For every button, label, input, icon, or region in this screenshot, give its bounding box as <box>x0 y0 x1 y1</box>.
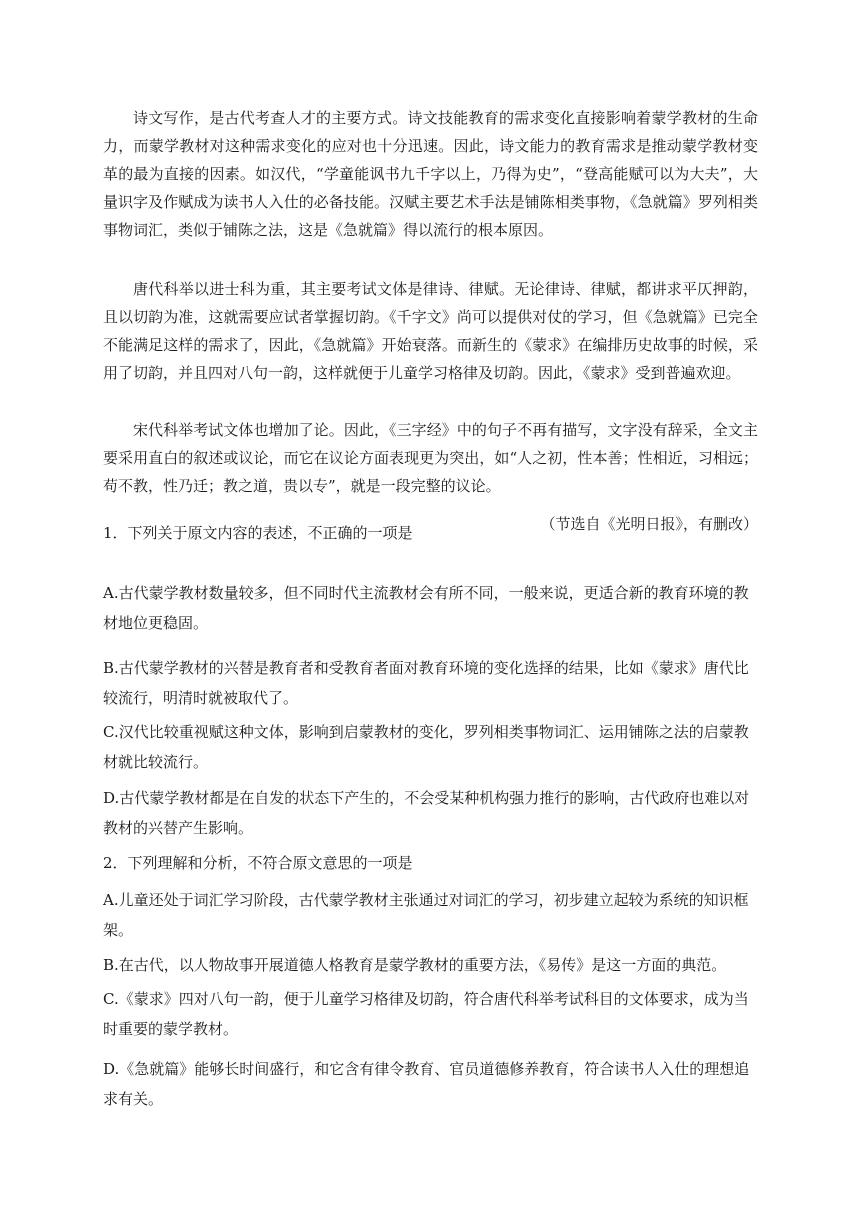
passage-paragraph-3: 宋代科举考试文体也增加了论。因此，《三字经》中的句子不再有描写，文字没有辞采，全文主要采用直白的叙述或议论，而它在议论方面表现更为突出，如“人之初，性本善；性相近，习相远；苟不教，性乃迁；教之道，贵以专”，就是一段完整的议论。 <box>103 421 758 495</box>
passage-paragraph-2: 唐代科举以进士科为重，其主要考试文体是律诗、律赋。无论律诗、律赋，都讲求平仄押韵，且以切韵为准，这就需要应试者掌握切韵。《千字文》尚可以提供对仗的学习，但《急就篇》已完全不能满足这样的需求了，因此，《急就篇》开始衰落。而新生的《蒙求》在编排历史故事的时候，采用了切韵，并且四对八句一韵，这样就便于儿童学习格律及切韵。因此，《蒙求》受到普遍欢迎。 <box>103 280 758 382</box>
question-1-option-b: B.古代蒙学教材的兴替是教育者和受教育者面对教育环境的变化选择的结果，比如《蒙求》唐代比较流行，明清时就被取代了。 <box>103 659 749 707</box>
question-2-option-d: D.《急就篇》能够长时间盛行，和它含有律令教育、官员道德修养教育，符合读书人入仕的理想追求有关。 <box>103 1060 750 1108</box>
question-1-stem: 1．下列关于原文内容的表述，不正确的一项是 <box>103 524 413 542</box>
passage-paragraph-1: 诗文写作，是古代考查人才的主要方式。诗文技能教育的需求变化直接影响着蒙学教材的生命力，而蒙学教材对这种需求变化的应对也十分迅速。因此，诗文能力的教育需求是推动蒙学教材变革的最为直接的因素。如汉代，“学童能讽书九千字以上，乃得为史”，“登高能赋可以为大夫”，大量识字及作赋成为读书人入仕的必备技能。汉赋主要艺术手法是铺陈相类事物，《急就篇》罗列相类事物词汇，类似于铺陈之法，这是《急就篇》得以流行的根本原因。 <box>103 109 758 239</box>
question-2-stem: 2．下列理解和分析，不符合原文意思的一项是 <box>103 854 413 872</box>
question-1-option-c: C.汉代比较重视赋这种文体，影响到启蒙教材的变化，罗列相类事物词汇、运用铺陈之法的启蒙教材就比较流行。 <box>103 723 749 771</box>
question-2-option-b: B.在古代，以人物故事开展道德人格教育是蒙学教材的重要方法，《易传》是这一方面的典范。 <box>103 956 727 974</box>
question-1-option-d: D.古代蒙学教材都是在自发的状态下产生的，不会受某种机构强力推行的影响，古代政府也难以对教材的兴替产生影响。 <box>103 789 750 837</box>
question-1-option-a: A.古代蒙学教材数量较多，但不同时代主流教材会有所不同，一般来说，更适合新的教育环境的教材地位更稳固。 <box>103 584 749 632</box>
question-2-option-c: C.《蒙求》四对八句一韵，便于儿童学习格律及切韵，符合唐代科举考试科目的文体要求，成为当时重要的蒙学教材。 <box>103 990 749 1038</box>
question-2-option-a: A.儿童还处于词汇学习阶段，古代蒙学教材主张通过对词汇的学习，初步建立起较为系统的知识框架。 <box>103 891 749 939</box>
passage-source: （节选自《光明日报》，有删改） <box>540 515 758 533</box>
